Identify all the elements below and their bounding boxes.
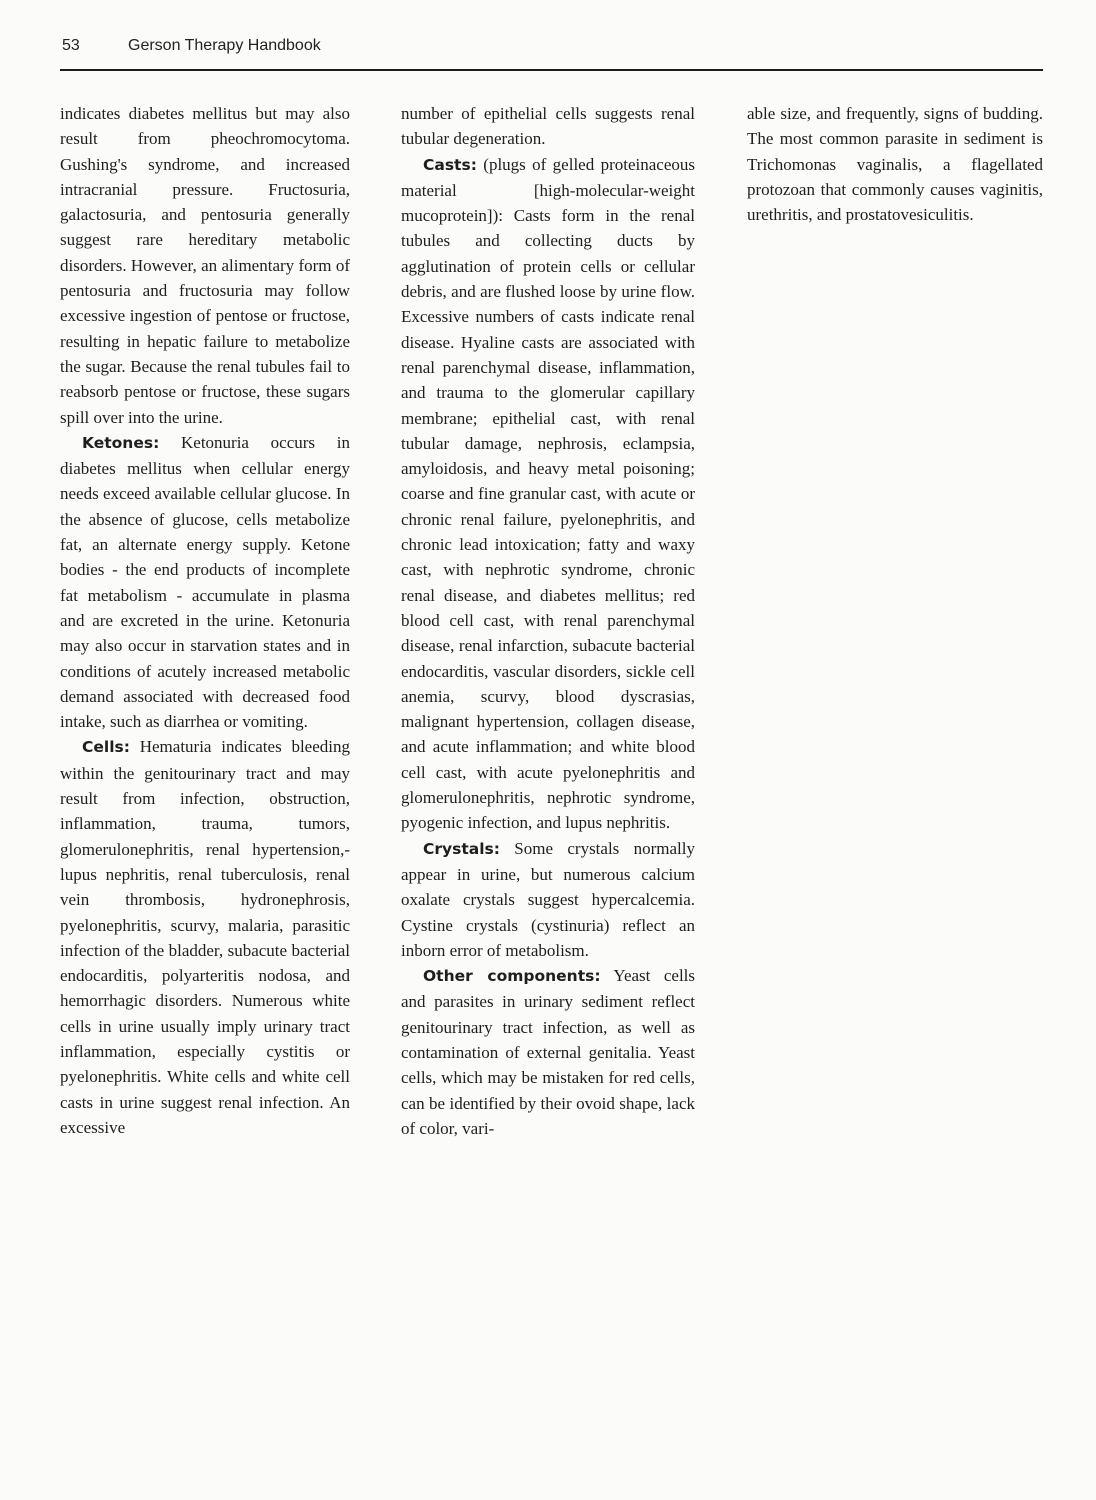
paragraph-yeast-continued: able size, and frequently, signs of budding. The most common parasite in sediment is Trichomonas vaginalis, a flagellated protozoan that commonly causes vaginitis, urethritis, and prostatovesiculitis. <box>747 104 1043 225</box>
cells-text: Hematuria indicates bleeding within the genitourinary tract and may result from infection, obstruction, inflammation, trauma, tumors, glomerulonephritis, renal hypertension,-lupus nephritis, renal tuberculosis, renal vein thrombosis, hydronephrosis, pyelonephritis, scurvy, malaria, parasitic infection of the bladder, subacute bacterial endocarditis, polyarteritis nodosa, and hemorrhagic disorders. Numerous white cells in urine usually imply urinary tract inflammation, especially cystitis or pyelonephritis. White cells and white cell casts in urine suggest renal infection. An excessive <box>60 737 350 1137</box>
text-column-3 <box>747 101 1043 227</box>
header-rule <box>60 69 1043 71</box>
term-other-components: Other components: <box>423 967 601 986</box>
running-head <box>62 34 1042 64</box>
term-ketones: Ketones: <box>82 433 160 452</box>
page-number: 53 <box>62 37 80 54</box>
other-components-text: Yeast cells and parasites in urinary sediment reflect genitourinary tract infection, as well as contamination of external genitalia. Yeast cells, which may be mistaken for red cells, can be identified by their ovoid shape, lack of color, vari- <box>401 966 696 1138</box>
ketones-text: Ketonuria occurs in diabetes mellitus when cellular energy needs exceed available cellular glucose. In the absence of glucose, cells metabolize fat, an alternate energy supply. Ketone bodies - the end products of incomplete fat metabolism - accumulate in plasma and are excreted in the urine. Ketonuria may also occur in starvation states and in conditions of acutely increased metabolic demand associated with decreased food intake, such as diarrhea or vomiting. <box>60 432 350 732</box>
term-casts: Casts: <box>423 155 477 174</box>
paragraph-epithelial-continued: number of epithelial cells suggests renal tubular degeneration. <box>401 104 695 149</box>
casts-text: (plugs of gelled proteinaceous material [high-molecular-weight mucoprotein]): Casts form in the renal tubules and collecting ducts by agglutination of protein cells or cellular debris, and are flushed loose by urine flow. Excessive numbers of casts indicate renal disease. Hyaline casts are associated with renal parenchymal disease, inflammation, and trauma to the glomerular capillary membrane; epithelial cast, with renal tubular damage, nephrosis, eclampsia, amyloidosis, and heavy metal poisoning; coarse and fine granular cast, with acute or chronic renal failure, pyelonephritis, and chronic lead intoxication; fatty and waxy cast, with nephrotic syndrome, chronic renal disease, and diabetes mellitus; red blood cell cast, with renal parenchymal disease, renal infarction, subacute bacterial endocarditis, vascular disorders, sickle cell anemia, scurvy, blood dyscrasias, malignant hypertension, collagen disease, and acute inflammation; and white blood cell cast, with acute pyelonephritis and glomerulonephritis, nephrotic syndrome, pyogenic infection, and lupus nephritis. <box>401 154 695 833</box>
text-column-2 <box>401 101 695 1141</box>
term-crystals: Crystals: <box>423 839 500 858</box>
term-cells: Cells: <box>82 738 130 757</box>
paragraph-crystals <box>401 836 695 963</box>
text-column-1 <box>60 101 350 1140</box>
paragraph-cells <box>60 734 350 1140</box>
paragraph-ketones <box>60 430 350 735</box>
paragraph-other-components <box>401 963 695 1141</box>
book-title: Gerson Therapy Handbook <box>128 37 321 54</box>
crystals-text: Some crystals normally appear in urine, but numerous calcium oxalate crystals suggest hypercalcemia. Cystine crystals (cystinuria) reflect an inborn error of metabolism. <box>401 838 695 960</box>
paragraph-casts <box>401 152 695 836</box>
paragraph-diabetes-continued: indicates diabetes mellitus but may also result from pheochromocytoma. Gushing's syndrome, and increased intracranial pressure. Fructosuria, galactosuria, and pentosuria generally suggest rare hereditary metabolic disorders. However, an alimentary form of pentosuria and fructosuria may follow excessive ingestion of pentose or fructose, resulting in hepatic failure to metabolize the sugar. Because the renal tubules fail to reabsorb pentose or fructose, these sugars spill over into the urine. <box>60 104 350 427</box>
